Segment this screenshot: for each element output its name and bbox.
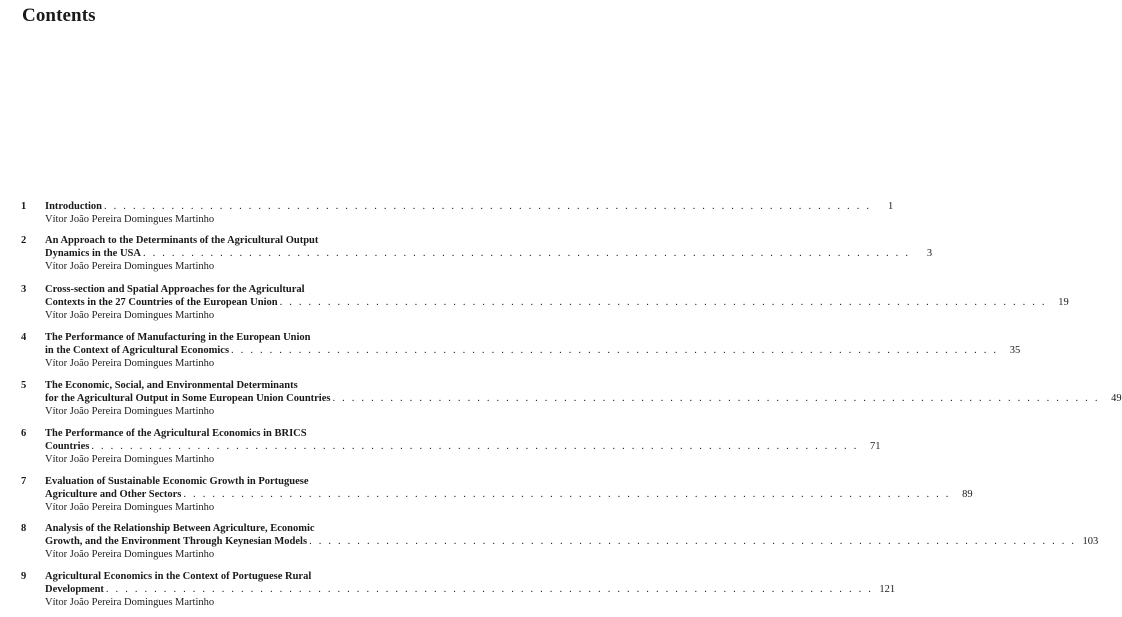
- chapter-number: 4: [21, 332, 27, 343]
- chapter-title-final-line: [45, 488, 973, 501]
- chapter-author: Vítor João Pereira Domingues Martinho: [45, 214, 215, 225]
- chapter-title-final-line: [45, 440, 881, 453]
- toc-entry-body: [45, 283, 1069, 322]
- chapter-title-final-line: [45, 247, 933, 260]
- chapter-title-final-line: [45, 344, 1021, 357]
- dot-leader: . . . . . . . . . . . . . . . . . . . . . . . . . . . . . . . . . . . . . . . . . . . . . . . . . . . . . . . . . . . . . . . . . . . . . . . . . . . . . . . .: [231, 345, 999, 356]
- chapter-title-line: The Economic, Social, and Environmental Determinants: [45, 380, 298, 391]
- toc-entry-body: [45, 427, 881, 466]
- chapter-title-line: Contexts in the 27 Countries of the European Union: [45, 297, 278, 308]
- page-number[interactable]: 49: [1111, 393, 1122, 404]
- chapter-number: 1: [21, 201, 27, 212]
- chapter-title-line: Agricultural Economics in the Context of Portuguese Rural: [45, 571, 312, 582]
- chapter-number: 3: [21, 284, 27, 295]
- dot-leader: . . . . . . . . . . . . . . . . . . . . . . . . . . . . . . . . . . . . . . . . . . . . . . . . . . . . . . . . . . . . . . . . . . . . . . . . . . . . . . . .: [104, 201, 872, 212]
- page-number[interactable]: 19: [1058, 297, 1069, 308]
- chapter-title-line: The Performance of Manufacturing in the European Union: [45, 332, 311, 343]
- dot-leader: . . . . . . . . . . . . . . . . . . . . . . . . . . . . . . . . . . . . . . . . . . . . . . . . . . . . . . . . . . . . . . . . . . . . . . . . . . . . . . . .: [105, 584, 874, 595]
- chapter-title-final-line: [45, 583, 896, 596]
- toc-entry-body: [45, 200, 894, 226]
- chapter-author: Vítor João Pereira Domingues Martinho: [45, 502, 215, 513]
- toc-entry-body: [45, 379, 1122, 418]
- page-number[interactable]: 71: [870, 441, 881, 452]
- dot-leader: . . . . . . . . . . . . . . . . . . . . . . . . . . . . . . . . . . . . . . . . . . . . . . . . . . . . . . . . . . . . . . . . . . . . . . . . . . . . . . . .: [279, 297, 1047, 308]
- chapter-title-final-line: [45, 200, 894, 213]
- dot-leader: . . . . . . . . . . . . . . . . . . . . . . . . . . . . . . . . . . . . . . . . . . . . . . . . . . . . . . . . . . . . . . . . . . . . . . . . . . . . . . . .: [142, 248, 911, 259]
- chapter-title-line: Countries: [45, 441, 90, 452]
- chapter-title-line: for the Agricultural Output in Some European Union Countries: [45, 393, 331, 404]
- chapter-title-line: Cross-section and Spatial Approaches for the Agricultural: [45, 284, 305, 295]
- chapter-number: 8: [21, 523, 27, 534]
- chapter-title-line: in the Context of Agricultural Economics: [45, 345, 230, 356]
- chapter-number: 7: [21, 476, 27, 487]
- chapter-title-line: An Approach to the Determinants of the Agricultural Output: [45, 235, 319, 246]
- chapter-title-line: Agriculture and Other Sectors: [45, 489, 182, 500]
- page-number[interactable]: 121: [879, 584, 896, 595]
- chapter-author: Vítor João Pereira Domingues Martinho: [45, 454, 215, 465]
- page-number[interactable]: 103: [1082, 536, 1099, 547]
- page-number[interactable]: 1: [887, 201, 894, 212]
- chapter-number: 5: [21, 380, 27, 391]
- chapter-title-line: Dynamics in the USA: [45, 248, 141, 259]
- chapter-number: 6: [21, 428, 27, 439]
- toc-entry-body: [45, 475, 973, 514]
- chapter-author: Vítor João Pereira Domingues Martinho: [45, 549, 215, 560]
- dot-leader: . . . . . . . . . . . . . . . . . . . . . . . . . . . . . . . . . . . . . . . . . . . . . . . . . . . . . . . . . . . . . . . . . . . . . . . . . . . . . . . .: [183, 489, 951, 500]
- chapter-title-line: Introduction: [45, 201, 102, 212]
- chapter-title-final-line: [45, 392, 1122, 405]
- chapter-author: Vítor João Pereira Domingues Martinho: [45, 358, 215, 369]
- chapter-author: Vítor João Pereira Domingues Martinho: [45, 406, 215, 417]
- chapter-title-line: Evaluation of Sustainable Economic Growth in Portuguese: [45, 476, 309, 487]
- dot-leader: . . . . . . . . . . . . . . . . . . . . . . . . . . . . . . . . . . . . . . . . . . . . . . . . . . . . . . . . . . . . . . . . . . . . . . . . . . . . . . . .: [332, 393, 1100, 404]
- chapter-title-final-line: [45, 296, 1069, 309]
- chapter-title-line: Development: [45, 584, 104, 595]
- page-title: Contents: [22, 5, 96, 26]
- dot-leader: . . . . . . . . . . . . . . . . . . . . . . . . . . . . . . . . . . . . . . . . . . . . . . . . . . . . . . . . . . . . . . . . . . . . . . . . . . . . . . . .: [309, 536, 1077, 547]
- dot-leader: . . . . . . . . . . . . . . . . . . . . . . . . . . . . . . . . . . . . . . . . . . . . . . . . . . . . . . . . . . . . . . . . . . . . . . . . . . . . . . . .: [91, 441, 859, 452]
- chapter-title-line: The Performance of the Agricultural Economics in BRICS: [45, 428, 307, 439]
- chapter-author: Vítor João Pereira Domingues Martinho: [45, 261, 215, 272]
- toc-entry-body: [45, 570, 896, 609]
- chapter-title-final-line: [45, 535, 1099, 548]
- page-number[interactable]: 89: [962, 489, 973, 500]
- page-number[interactable]: 35: [1009, 345, 1021, 356]
- toc-entry-body: [45, 522, 1099, 561]
- chapter-number: 2: [21, 235, 27, 246]
- chapter-author: Vítor João Pereira Domingues Martinho: [45, 310, 215, 321]
- chapter-author: Vítor João Pereira Domingues Martinho: [45, 597, 215, 608]
- chapter-title-line: Growth, and the Environment Through Keynesian Models: [45, 536, 308, 547]
- toc-entry-body: [45, 331, 1021, 370]
- chapter-number: 9: [21, 571, 27, 582]
- toc-entry-body: [45, 234, 933, 273]
- chapter-title-line: Analysis of the Relationship Between Agriculture, Economic: [45, 523, 315, 534]
- page-number[interactable]: 3: [926, 248, 933, 259]
